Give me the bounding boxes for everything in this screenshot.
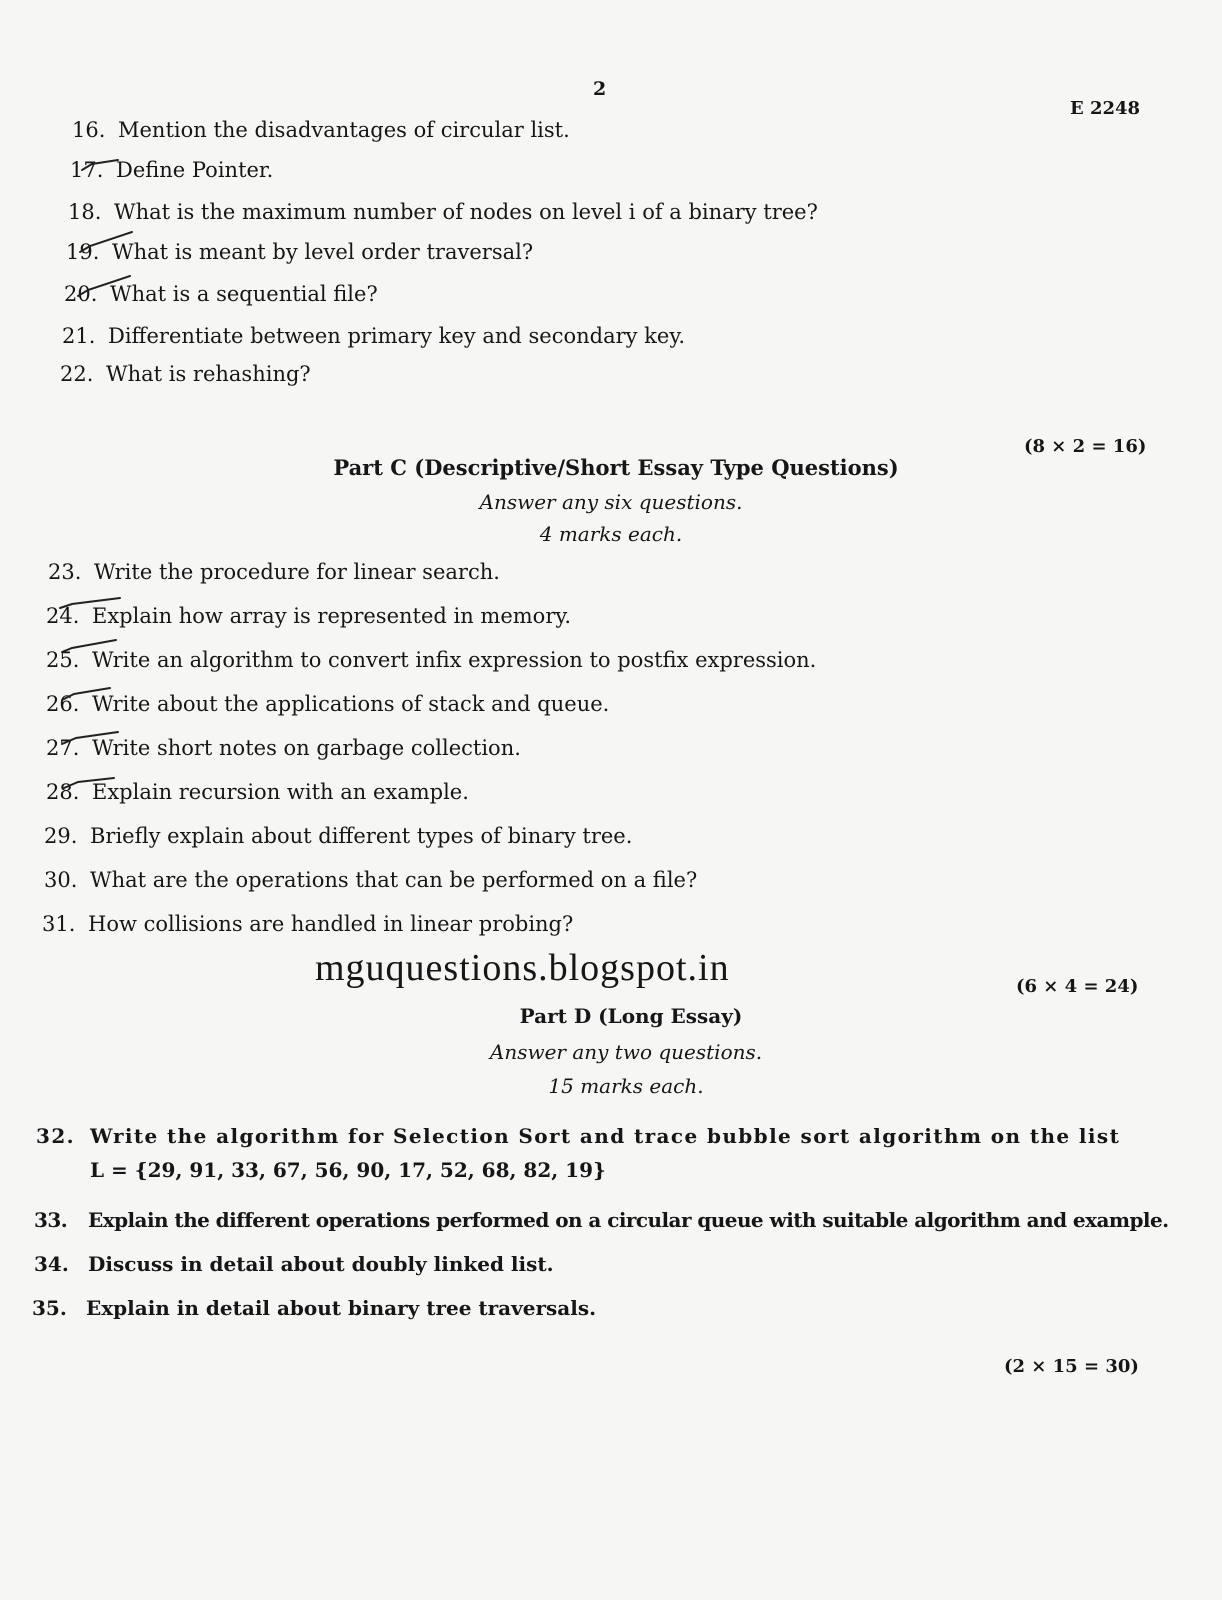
question-text: Write about the applications of stack and queue. (92, 692, 610, 716)
question-text: Define Pointer. (116, 158, 274, 182)
question-text: How collisions are handled in linear probing? (88, 912, 574, 936)
question-text: Write the algorithm for Selection Sort and trace bubble sort algorithm on the list (90, 1124, 1121, 1148)
question-number: 25. (46, 648, 80, 672)
question-number: 22. (60, 362, 94, 386)
pen-tick-icon (62, 640, 116, 652)
part-c-instruction: Answer any six questions. (479, 490, 743, 514)
question-number: 31. (42, 912, 76, 936)
question-text: Discuss in detail about doubly linked list. (88, 1252, 554, 1276)
pen-tick-icon (64, 778, 114, 788)
part-b-marks: (8 × 2 = 16) (1024, 436, 1147, 457)
part-c-marks-total: (6 × 4 = 24) (1016, 976, 1139, 997)
question-text: Differentiate between primary key and secondary key. (108, 324, 686, 348)
pen-tick-icon (60, 598, 120, 608)
part-d-instruction: Answer any two questions. (489, 1040, 763, 1064)
question-number: 16. (72, 118, 106, 142)
pen-tick-icon (62, 732, 118, 744)
question-text: Briefly explain about different types of binary tree. (90, 824, 633, 848)
question-number: 20. (64, 282, 98, 306)
part-d-marks-total: (2 × 15 = 30) (1004, 1356, 1139, 1377)
question-number: 32. (36, 1124, 75, 1148)
part-c-marks-each: 4 marks each. (539, 522, 683, 546)
question-number: 17. (70, 158, 104, 182)
question-text: Explain the different operations performed on a circular queue with suitable algorithm and example. (88, 1208, 1169, 1232)
part-c-title: Part C (Descriptive/Short Essay Type Questions) (333, 455, 899, 480)
pen-tick-icon (78, 276, 130, 296)
question-text: Explain how array is represented in memory. (92, 604, 572, 628)
pen-tick-icon (62, 688, 110, 700)
question-text: Mention the disadvantages of circular list. (118, 118, 570, 142)
question-number: 26. (46, 692, 80, 716)
question-text: What is rehashing? (106, 362, 311, 386)
exam-code: E 2248 (1070, 98, 1141, 119)
pen-tick-icon (82, 160, 118, 170)
question-number: 24. (46, 604, 80, 628)
question-number: 35. (32, 1296, 67, 1320)
question-text: Explain recursion with an example. (92, 780, 469, 804)
pen-tick-icon (80, 232, 132, 252)
question-number: 23. (48, 560, 82, 584)
question-text: Explain in detail about binary tree traversals. (86, 1296, 597, 1320)
blog-watermark: mguquestions.blogspot.in (315, 947, 730, 989)
question-number: 27. (46, 736, 80, 760)
question-number: 18. (68, 200, 102, 224)
question-32-list: L = {29, 91, 33, 67, 56, 90, 17, 52, 68, 82, 19} (90, 1158, 606, 1182)
question-number: 28. (46, 780, 80, 804)
question-number: 34. (34, 1252, 69, 1276)
question-text: What is a sequential file? (110, 282, 378, 306)
part-d-marks-each: 15 marks each. (548, 1074, 704, 1098)
part-d-title: Part D (Long Essay) (519, 1004, 743, 1028)
question-number: 30. (44, 868, 78, 892)
question-text: What are the operations that can be performed on a file? (90, 868, 698, 892)
question-text: Write an algorithm to convert infix expression to postfix expression. (92, 648, 817, 672)
question-text: What is the maximum number of nodes on level i of a binary tree? (114, 200, 818, 224)
question-number: 29. (44, 824, 78, 848)
question-number: 19. (66, 240, 100, 264)
question-text: Write the procedure for linear search. (94, 560, 500, 584)
question-number: 33. (34, 1208, 68, 1232)
page-number: 2 (593, 78, 607, 100)
question-number: 21. (62, 324, 96, 348)
question-text: What is meant by level order traversal? (112, 240, 534, 264)
question-text: Write short notes on garbage collection. (92, 736, 521, 760)
